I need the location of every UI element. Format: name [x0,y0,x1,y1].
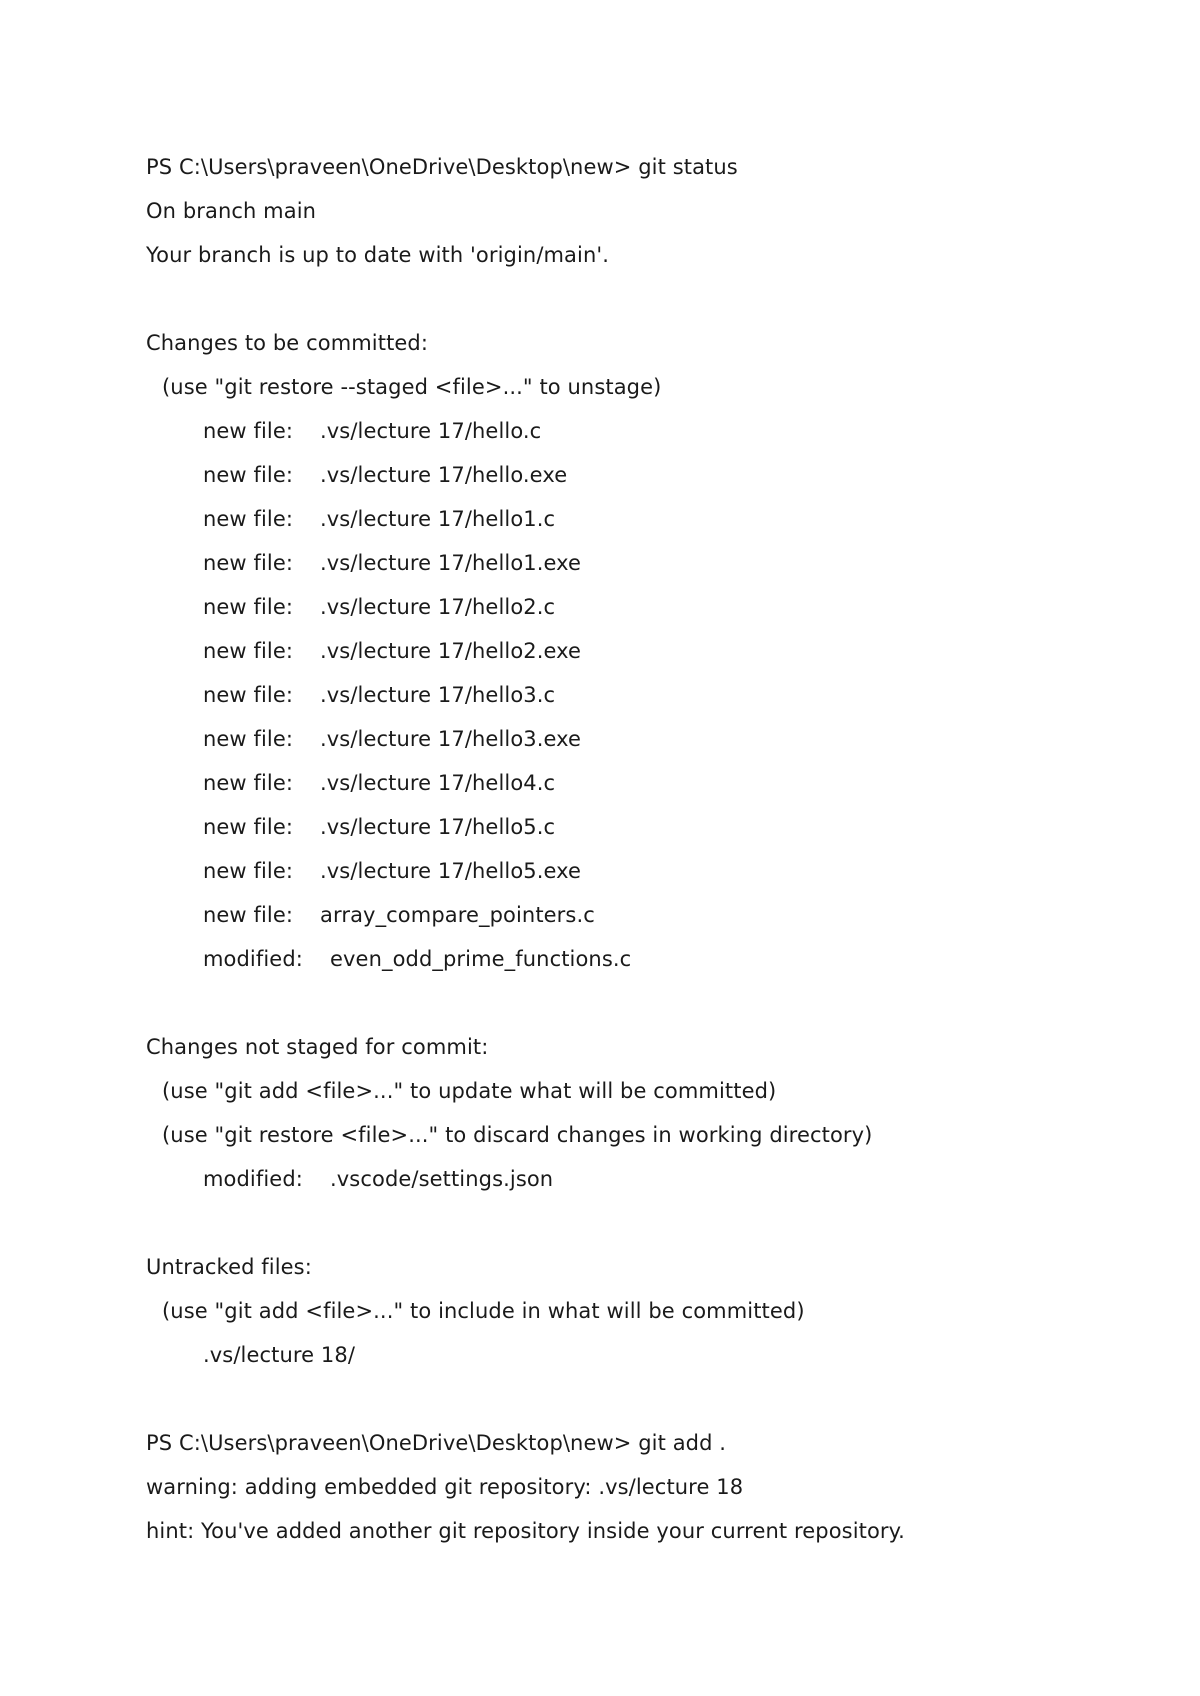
staged-heading: Changes to be committed: [146,331,429,355]
staged-hint: (use "git restore --staged <file>..." to unstage) [162,375,662,399]
staged-entry [146,717,1146,761]
entry-path: .vs/lecture 17/hello5.c [320,815,556,839]
entry-path: .vs/lecture 17/hello3.c [320,683,556,707]
git-status-prompt: PS C:\Users\praveen\OneDrive\Desktop\new> git status [146,155,738,179]
entry-status: new file: [203,551,294,575]
staged-file-list [146,409,1146,981]
entry-path: .vs/lecture 17/hello1.exe [320,551,582,575]
staged-entry [146,497,1146,541]
up-to-date-line: Your branch is up to date with 'origin/main'. [146,243,610,267]
blank-line [146,1201,1146,1245]
staged-entry [146,629,1146,673]
entry-path: .vs/lecture 17/hello.c [320,419,542,443]
entry-path: .vs/lecture 17/hello.exe [320,463,568,487]
untracked-entry: .vs/lecture 18/ [203,1343,356,1367]
entry-status: new file: [203,727,294,751]
unstaged-modified-entry [146,1157,1146,1201]
branch-line: On branch main [146,199,317,223]
entry-status: new file: [203,507,294,531]
entry-status: new file: [203,463,294,487]
git-add-prompt: PS C:\Users\praveen\OneDrive\Desktop\new> git add . [146,1431,727,1455]
staged-entry [146,805,1146,849]
blank-line [146,1377,1146,1421]
staged-entry [146,893,1146,937]
unstaged-heading: Changes not staged for commit: [146,1035,489,1059]
unstaged-hint-restore: (use "git restore <file>..." to discard changes in working directory) [162,1123,873,1147]
entry-status: modified: [203,947,303,971]
unstaged-hint-add: (use "git add <file>..." to update what will be committed) [162,1079,777,1103]
staged-entry [146,409,1146,453]
warning-line: warning: adding embedded git repository: .vs/lecture 18 [146,1475,744,1499]
entry-path: array_compare_pointers.c [320,903,595,927]
blank-line [146,981,1146,1025]
entry-path: .vs/lecture 17/hello2.c [320,595,556,619]
entry-path: .vs/lecture 17/hello5.exe [320,859,582,883]
staged-entry [146,673,1146,717]
entry-status: new file: [203,859,294,883]
entry-path: .vs/lecture 17/hello4.c [320,771,556,795]
staged-entry [146,541,1146,585]
entry-status: new file: [203,903,294,927]
entry-status: new file: [203,815,294,839]
entry-status: new file: [203,419,294,443]
entry-status: new file: [203,683,294,707]
terminal-transcript [146,145,1146,1553]
entry-status: new file: [203,639,294,663]
staged-modified-entry [146,937,1146,981]
entry-status: new file: [203,595,294,619]
blank-line [146,277,1146,321]
untracked-hint: (use "git add <file>..." to include in what will be committed) [162,1299,805,1323]
entry-path: .vs/lecture 17/hello2.exe [320,639,582,663]
hint-line: hint: You've added another git repository inside your current repository. [146,1519,905,1543]
entry-path: .vscode/settings.json [330,1167,554,1191]
entry-status: new file: [203,771,294,795]
staged-entry [146,849,1146,893]
entry-path: .vs/lecture 17/hello3.exe [320,727,582,751]
untracked-heading: Untracked files: [146,1255,312,1279]
staged-entry [146,585,1146,629]
staged-entry [146,761,1146,805]
entry-path: even_odd_prime_functions.c [330,947,632,971]
staged-entry [146,453,1146,497]
entry-path: .vs/lecture 17/hello1.c [320,507,556,531]
entry-status: modified: [203,1167,303,1191]
